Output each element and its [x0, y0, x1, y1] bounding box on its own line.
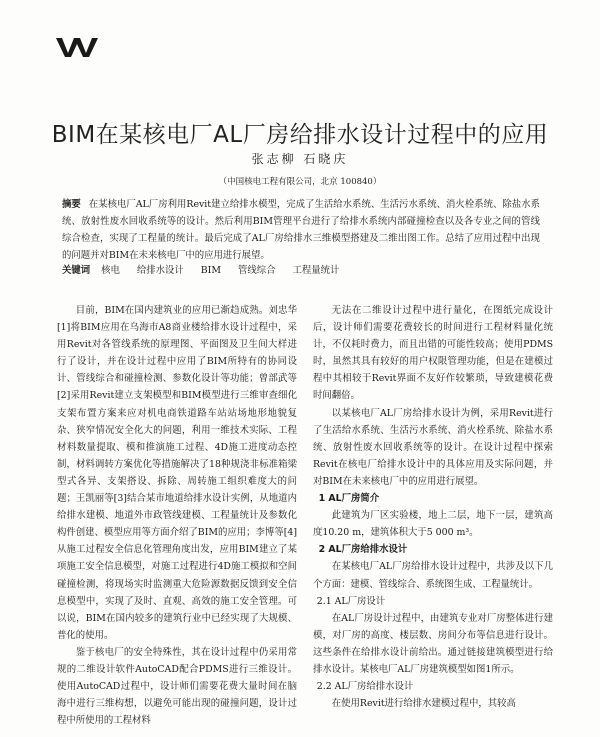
paper-title: BIM在某核电厂AL厂房给排水设计过程中的应用: [51, 122, 549, 148]
keyword: 给排水设计: [136, 265, 184, 276]
paragraph: 鉴于核电厂的安全特殊性，其在设计过程中仍采用常规的二维设计软件AutoCAD配合PDMS进行三维设计。使用AutoCAD过程中，设计师们需要花费大量时间在脑海中进行三维构想，以避免可能出现的碰撞问题，设计过程中所使用的工程材料: [57, 646, 297, 727]
subsection-heading: 2.2 AL厂房给排水设计: [316, 681, 414, 693]
keyword: 工程量统计: [292, 265, 340, 276]
keyword: BIM: [200, 265, 221, 276]
left-column: [57, 302, 297, 729]
paragraph: 在AL厂房设计过程中，由建筑专业对厂房整体进行建模，对厂房的高度、楼层数、房间分布等信息进行设计。这些条件在给排水设计前给出。通过链接建筑模型进行给排水设计。某核电厂AL厂房建筑模型如图1所示。: [313, 612, 553, 675]
keyword: 核电: [101, 265, 120, 276]
section-heading: 1 AL厂房简介: [318, 493, 380, 505]
keywords: [62, 262, 540, 279]
section-heading: 2 AL厂房给排水设计: [318, 544, 408, 556]
abstract: [62, 196, 540, 264]
paragraph: 在使用Revit进行给排水建模过程中，其较高: [331, 698, 516, 710]
paragraph: 在某核电厂AL厂房给排水设计过程中，共涉及以下几个方面：建模、管线综合、系统图生成、工程量统计。: [313, 561, 553, 590]
keywords-label: 关键词: [62, 265, 91, 276]
paragraph: 无法在二维设计过程中进行量化，在图纸完成设计后，设计师们需要花费较长的时间进行工程材料量化统计，不仅耗时费力，而且出错的可能性较高；使用PDMS时，虽然其具有较好的用户权限管理功能，但是在建模过程中其相较于Revit界面不友好作较繁琐，导致建模花费时间翻倍。: [313, 305, 553, 402]
abstract-text: 在某核电厂AL厂房利用Revit建立给排水模型，完成了生活给水系统、生活污水系统、消火栓系统、除盐水系统、放射性废水回收系统等的设计。然后利用BIM管理平台进行了给排水系统内部碰撞检查以及各专业之间的管线综合检查，实现了工程量的统计。最后完成了AL厂房给排水三维模型搭建及二维出图工作。总结了应用过程中出现的问题并对BIM在未来核电厂中的应用进行展望。: [62, 199, 540, 261]
right-column: [313, 302, 553, 712]
abstract-label: 摘要: [62, 199, 81, 210]
paragraph: 以某核电厂AL厂房给排水设计为例，采用Revit进行了生活给水系统、生活污水系统、消火栓系统、除盐水系统、放射性废水回收系统等的设计。在设计过程中探索Revit在核电厂给排水设计中的具体应用及实际问题，并对BIM在未来核电厂中的应用进行展望。: [313, 407, 553, 487]
paragraph: 目前，BIM在国内建筑业的应用已渐趋成熟。刘忠华[1]将BIM应用在乌海市A8商业楼给排水设计过程中，采用Revit对各管线系统的原理图、平面图及卫生间大样进行了设计，并在设计过程中应用了BIM所特有的协同设计、管线综合和碰撞检测、参数化设计等功能；曾部武等[2]采用Revit建立支架模型和BIM模型进行三维审查细化支架布置方案来应对机电商铁道路车站站场地形地貌复杂、狭窄情况安全化大的问题，利用一维技术实际、工程材料数量提取、模和推演施工过程、4D施工进度动态控制，材料调转方案优化等措施解决了18种规浇非标准箱梁型式各异、支架搭设、拆除、周转施工组织难度大的问题；王凯丽等[3]结合某市地道给排水设计实例，从地道内给排水建模、地道外市政管线建模、工程量统计及参数化构件创建、模型应用等方面介绍了BIM的应用；李博等[4]从施工过程安全信息化管理角度出发，应用BIM建立了某项施工安全信息模型，对施工过程进行4D施工模拟和空间碰撞检测，将现场实时监测重大危险源数据反馈到安全信息模型中，实现了及时、直观、高效的施工安全管理。可以说，BIM在国内较多的建筑行业中已经实现了大规模、普化的使用。: [57, 305, 297, 641]
keyword: 管线综合: [237, 265, 276, 276]
affiliation: （中国核电工程有限公司，北京 100840）: [218, 177, 382, 187]
subsection-heading: 2.1 AL厂房设计: [316, 595, 386, 607]
paragraph: 此建筑为厂区实验楼，地上二层，地下一层，建筑高度10.20 m，建筑体积大于5 000 m³。: [313, 510, 553, 539]
journal-logo: [56, 36, 100, 58]
authors: 张志柳 石晓庆: [251, 152, 349, 166]
